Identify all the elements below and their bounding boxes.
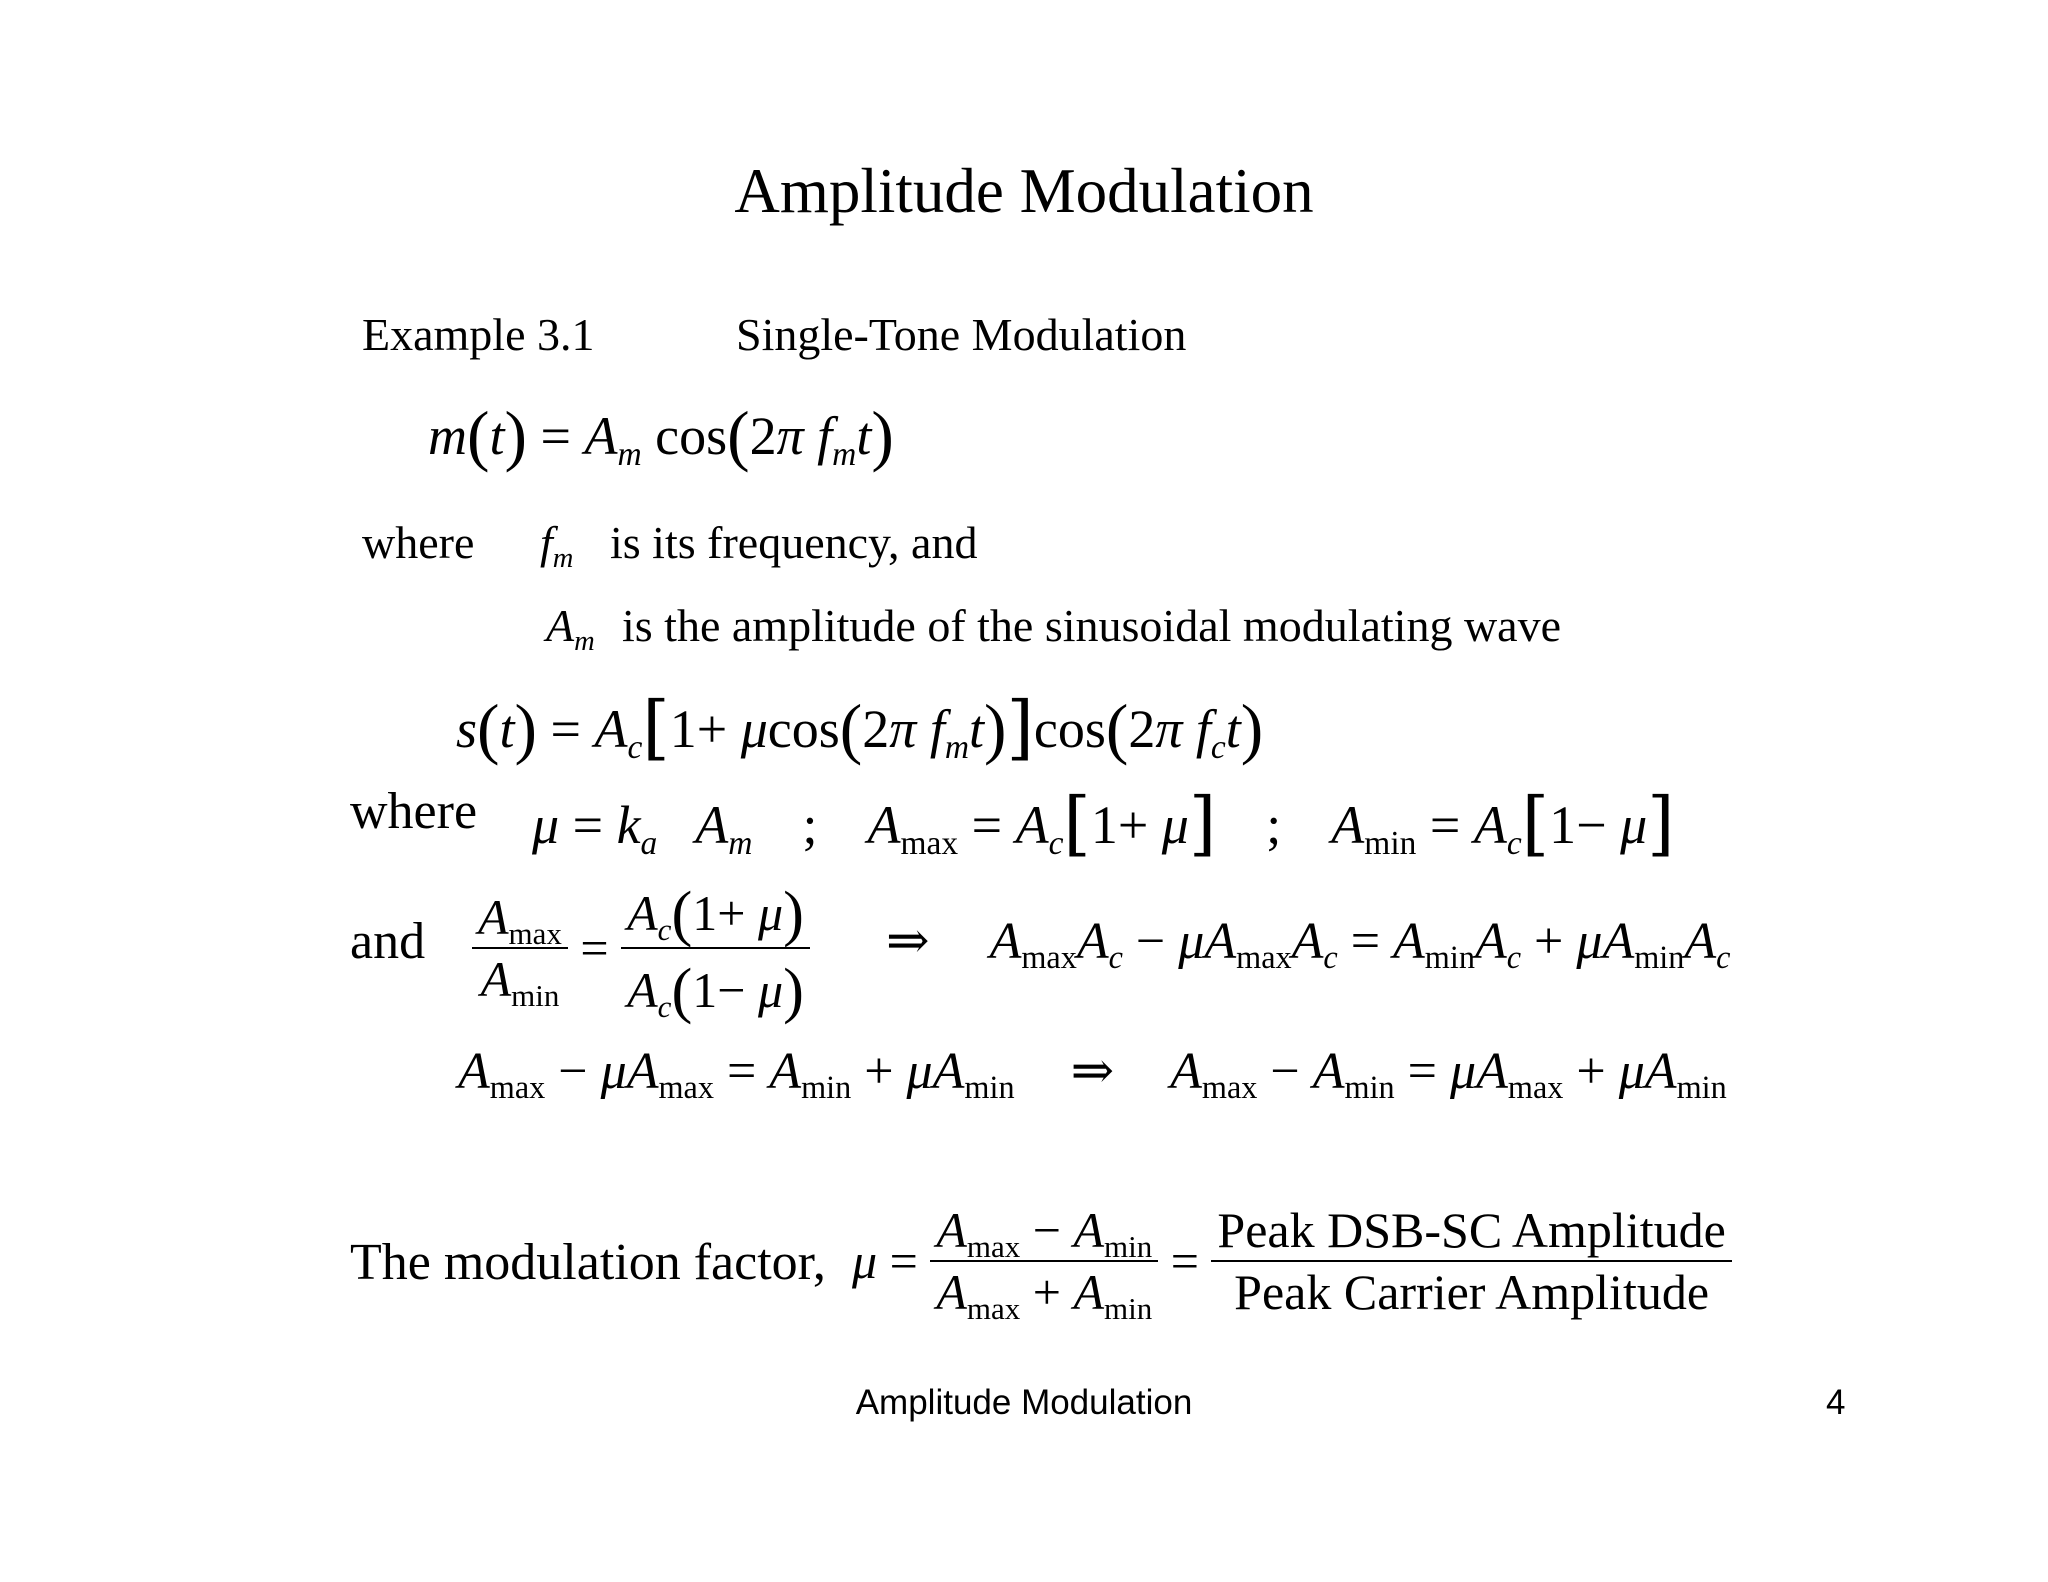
footer-title: Amplitude Modulation	[855, 1383, 1193, 1422]
rearranged-equation: Amax − μAmax = Amin + μAmin ⇒ Amax − Amin = μAmax + μAmin	[458, 1043, 1727, 1106]
mu-definition-equation: μ = ka Am ; Amax = Ac[1+ μ] ; Amin = Ac[1− μ]	[532, 781, 1675, 864]
amax-amin-ratio-fraction: $\frac{Amax - Amin}{Amax + Amin}$	[930, 1200, 1158, 1322]
peak-dsb-sc-amplitude: Peak DSB-SC Amplitude	[1217, 1202, 1726, 1258]
fm-description: is its frequency, and	[610, 517, 978, 568]
where-label-1: where	[362, 517, 475, 568]
am-symbol: Am	[546, 600, 595, 658]
modulation-factor-equation: μ = $\frac{Amax - Amin}{Amax + Amin}$ = $\frac{\text{Peak DSB-SC Amplitude}}{\text{Peak Carrier Amplitude}}$	[852, 1200, 1732, 1322]
peak-amplitude-fraction	[1211, 1200, 1731, 1322]
carrier-fraction: $\frac{Ac(1+ \mu)}{Ac(1- \mu)}$	[621, 872, 810, 1024]
example-label: Example 3.1	[362, 309, 595, 360]
implies-equation-1: ⇒ AmaxAc − μAmaxAc = AminAc + μAminAc	[886, 913, 1731, 976]
where-label-2: where	[350, 783, 478, 840]
peak-carrier-amplitude: Peak Carrier Amplitude	[1234, 1264, 1710, 1320]
example-title: Single-Tone Modulation	[736, 309, 1187, 360]
modulation-factor-label: The modulation factor,	[350, 1234, 826, 1291]
fm-symbol: fm	[540, 517, 574, 575]
ratio-equation: $\frac{Amax}{Amin}$ = $\frac{Ac(1+ \mu)}{Ac(1- \mu)}$	[472, 872, 810, 1024]
amax-amin-fraction: $\frac{Amax}{Amin}$	[472, 887, 568, 1009]
am-signal-equation: s(t) = Ac[1+ μcos(2π fmt)]cos(2π fct)	[456, 685, 1264, 768]
am-description: is the amplitude of the sinusoidal modulating wave	[622, 600, 1562, 651]
slide-title: Amplitude Modulation	[734, 156, 1314, 226]
page-number: 4	[1826, 1383, 1846, 1422]
message-signal-equation: m(t) = Am cos(2π fmt)	[428, 398, 894, 474]
and-label: and	[350, 913, 426, 970]
